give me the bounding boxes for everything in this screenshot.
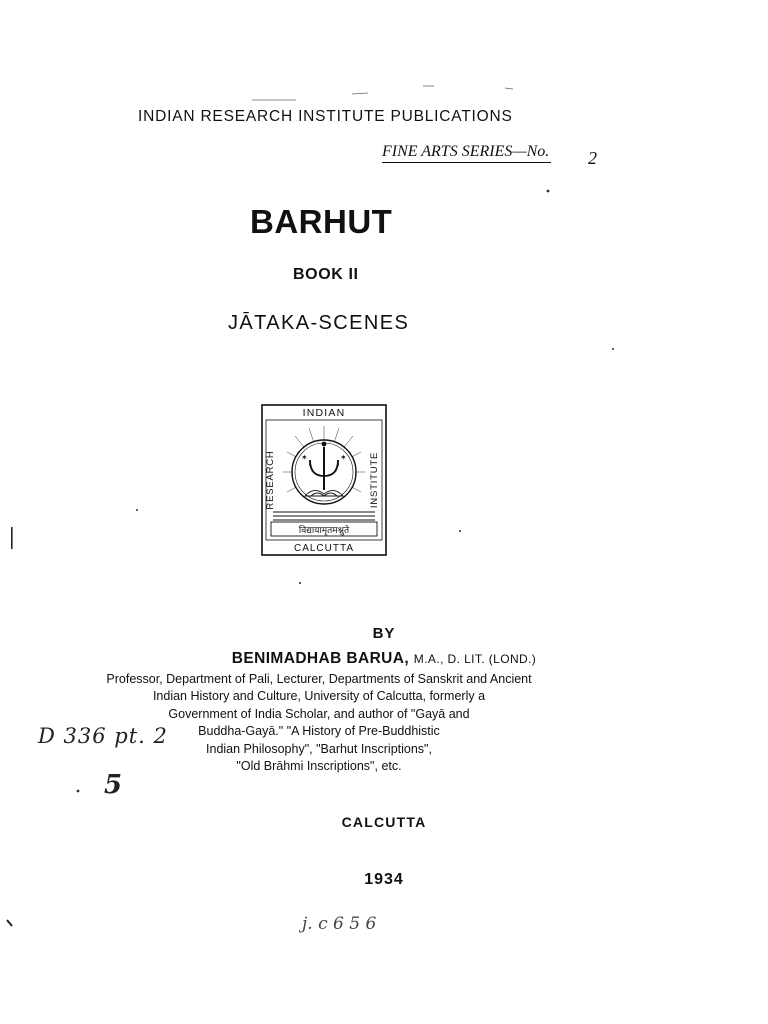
svg-text:✶: ✶ [340, 453, 347, 462]
bio-line: Buddha-Gayā." "A History of Pre-Buddhistic [198, 724, 440, 739]
by-line: BY [372, 625, 396, 642]
emblem-motto: विद्यायामृतमश्नुते [298, 526, 350, 536]
handwritten-copy-mark: 5 [104, 770, 123, 800]
bio-line: Government of India Scholar, and author of "Gayā and [168, 706, 470, 721]
author-degrees: M.A., D. LIT. (LOND.) [413, 652, 537, 666]
bio-line: Indian History and Culture, University of Calcutta, formerly a [152, 689, 486, 704]
bio-line: Professor, Department of Pali, Lecturer, Departments of Sanskrit and Ancient [106, 672, 532, 686]
publisher-line: INDIAN RESEARCH INSTITUTE PUBLICATIONS [138, 108, 513, 125]
emblem-bottom-text: CALCUTTA [293, 543, 355, 554]
book-number: BOOK II [293, 266, 359, 283]
publication-year: 1934 [364, 871, 404, 888]
publication-place: CALCUTTA [341, 814, 427, 830]
handwritten-accession: j. c 6 5 6 [302, 914, 377, 934]
handwritten-call-number: D 336 pt. 2 [38, 724, 168, 748]
emblem-top-text: INDIAN [302, 407, 346, 419]
bio-line: "Old Brāhmi Inscriptions", etc. [236, 759, 402, 774]
author-name-line [0, 650, 768, 668]
svg-text:✶: ✶ [301, 453, 308, 462]
author-name: BENIMADHAB BARUA, [231, 650, 410, 667]
institute-emblem [261, 404, 387, 556]
bio-line: Indian Philosophy", "Barhut Inscriptions", [206, 741, 432, 756]
emblem-left-text: RESEARCH [265, 450, 276, 510]
series-number: 2 [588, 148, 597, 168]
series-label: FINE ARTS SERIES—No. [382, 143, 551, 163]
emblem-right-text: INSTITUTE [369, 451, 380, 509]
book-title: BARHUT [250, 203, 393, 240]
book-subtitle: JĀTAKA-SCENES [228, 312, 410, 334]
